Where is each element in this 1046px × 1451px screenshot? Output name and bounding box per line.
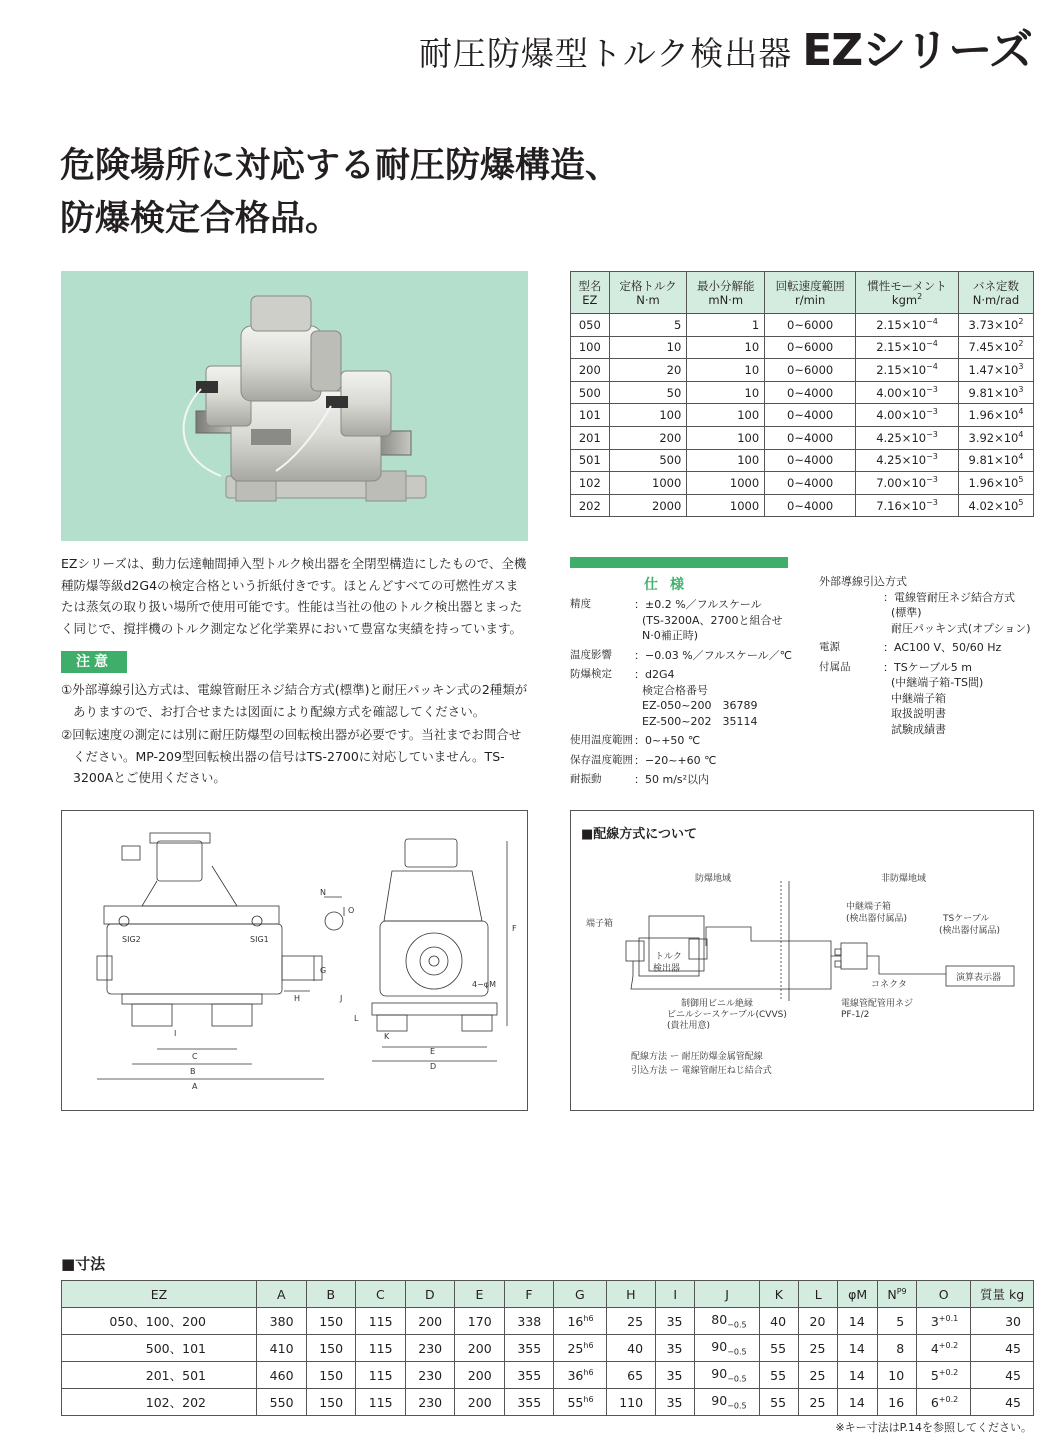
notice-item: ①外部導線引込方式は、電線管耐圧ネジ結合方式(標準)と耐圧パッキン式の2種類がありますので、お打合せまたは図面により配線方式を確認してください。	[61, 682, 528, 719]
wiring-method2: 引込方法 ー 電線管耐圧ねじ結合式	[631, 1066, 772, 1076]
spec-table-row: 201 200 100 0~4000 $4.25\times 10^{-3}$ $3.92\times 10^4$	[571, 426, 1034, 449]
wiring-terminal-box: 端子箱	[586, 919, 614, 929]
header-series: EZシリーズ	[802, 25, 1032, 76]
svg-text:O: O	[348, 906, 355, 915]
spec-table-row: 500 50 10 0~4000 $4.00\times 10^{-3}$ $9.81\times 10^3$	[571, 381, 1034, 404]
dim-table-row: 201、501 460 150 115 230 200 355 $36^{h6}$ 65 35 $90_{-0.5}$ 55 25 14 10 $5^{+0.2}$ 45	[62, 1362, 1034, 1389]
svg-text:PF-1/2: PF-1/2	[841, 1010, 870, 1020]
dim-header: C	[356, 1281, 406, 1308]
spec-table-row: 501 500 100 0~4000 $4.25\times 10^{-3}$ $9.81\times 10^4$	[571, 449, 1034, 472]
dim-header: J	[695, 1281, 759, 1308]
svg-text:(検出器付属品): (検出器付属品)	[846, 914, 908, 924]
svg-text:J: J	[340, 994, 343, 1003]
wiring-method1: 配線方法 ー 耐圧防爆金属管配線	[631, 1052, 763, 1062]
dim-header: L	[799, 1281, 838, 1308]
dim-header: B	[306, 1281, 356, 1308]
svg-text:C: C	[192, 1052, 198, 1061]
svg-text:F: F	[512, 924, 517, 933]
product-description: EZシリーズは、動力伝達軸間挿入型トルク検出器を全閉型構造にしたもので、全機種防爆等級d2G4の検定合格という折紙付きです。ほとんどすべての可燃性ガスまたは蒸気の取り扱い場所で使用可能です。性能は当社の他のトルク検出器とまったく同じで、撹拌機のトルク測定など化学業界において豊富な実績を持っています。	[61, 556, 527, 636]
wiring-connector: コネクタ	[871, 980, 907, 990]
dim-header: F	[504, 1281, 554, 1308]
page-header	[419, 14, 1032, 78]
svg-text:I: I	[174, 1029, 177, 1038]
headline-line2: 防爆検定合格品。	[60, 199, 341, 239]
headline	[60, 140, 620, 246]
dim-header: D	[405, 1281, 455, 1308]
spec-temp-effect: 温度影響 ：−0.03 %／フルスケール／℃	[570, 648, 793, 662]
spec-op-temp: 使用温度範囲 ：0~+50 ℃	[570, 734, 701, 747]
model-spec-table	[570, 271, 1034, 517]
dim-header: K	[759, 1281, 798, 1308]
spec-wiring-value: ：電線管耐圧ネジ結合方式 (標準) 耐圧パッキン式(オプション)	[883, 590, 1031, 635]
spec-ex-cert: 防爆検定 ：d2G4 検定合格番号 EZ-050~200 36789 EZ-500~202 35114	[570, 668, 758, 728]
svg-text:H: H	[294, 994, 301, 1003]
spec-list-right	[819, 574, 1039, 741]
spec-power: 電源 ：AC100 V、50/60 Hz	[819, 641, 1002, 654]
spec-accuracy: 精度 ：±0.2 %／フルスケール (TS-3200A、2700と組合せ N·0補正時)	[570, 598, 783, 642]
svg-text:中継端子箱: 中継端子箱	[846, 902, 892, 912]
wiring-zone-ex: 防爆地域	[695, 874, 732, 884]
svg-text:G: G	[320, 966, 327, 975]
spec-list-left	[570, 597, 805, 792]
svg-text:(検出器付属品): (検出器付属品)	[939, 926, 1001, 936]
svg-text:B: B	[190, 1067, 196, 1076]
svg-text:TSケーブル: TSケーブル	[943, 914, 990, 924]
spec-wiring-label: 外部導線引込方式	[819, 575, 907, 588]
wiring-zone-safe: 非防爆地域	[881, 874, 927, 884]
svg-text:N: N	[320, 888, 326, 897]
spec-table-row: 200 20 10 0~6000 $2.15\times 10^{-4}$ $1.47\times 10^3$	[571, 359, 1034, 382]
notice-item: ②回転速度の測定には別に耐圧防爆型の回転検出器が必要です。当社までお問合せください。MP-209型回転検出器の信号はTS-2700に対応していません。TS-3200Aとご使用ください。	[61, 727, 522, 785]
dim-header: EZ	[62, 1281, 257, 1308]
header-title: 耐圧防爆型トルク検出器	[418, 34, 793, 73]
dim-table-row: 102、202 550 150 115 230 200 355 $55^{h6}$ 110 35 $90_{-0.5}$ 55 25 14 16 $6^{+0.2}$ 45	[62, 1389, 1034, 1416]
spec-accessories: 付属品 ：TSケーブル5 m (中継端子箱-TS間) 中継端子箱 取扱説明書 試験成績書	[819, 660, 984, 736]
svg-text:A: A	[192, 1082, 198, 1091]
product-photo	[61, 271, 528, 541]
svg-text:検出器: 検出器	[653, 964, 681, 974]
dimensions-footnote: ※キー寸法はP.14を参照してください。	[835, 1421, 1032, 1434]
dim-header: 質量 kg	[971, 1281, 1034, 1308]
svg-text:K: K	[384, 1032, 390, 1041]
dim-header: $N^{P9}$	[877, 1281, 916, 1308]
svg-text:トルク: トルク	[655, 952, 682, 962]
dim-header: I	[656, 1281, 695, 1308]
svg-text:L: L	[354, 1014, 359, 1023]
svg-text:D: D	[430, 1062, 437, 1071]
wiring-display: 演算表示器	[956, 973, 1002, 983]
svg-text:ビニルシースケーブル(CVVS): ビニルシースケーブル(CVVS)	[667, 1010, 787, 1020]
dim-header: H	[606, 1281, 656, 1308]
dimension-drawing	[61, 810, 528, 1111]
wiring-title: ■配線方式について	[581, 827, 698, 842]
dim-header: A	[257, 1281, 307, 1308]
svg-text:電線管配管用ネジ: 電線管配管用ネジ	[841, 999, 914, 1009]
spec-table-row: 202 2000 1000 0~4000 $7.16\times 10^{-3}$ $4.02\times 10^5$	[571, 494, 1034, 517]
spec-table-row: 102 1000 1000 0~4000 $7.00\times 10^{-3}$ $1.96\times 10^5$	[571, 472, 1034, 495]
col-spring: バネ定数 N·m/rad	[958, 272, 1033, 314]
spec-table-row: 050 5 1 0~6000 $2.15\times 10^{-4}$ $3.73\times 10^2$	[571, 314, 1034, 337]
wiring-diagram	[570, 810, 1034, 1111]
spec-storage-temp: 保存温度範囲 ：−20~+60 ℃	[570, 753, 717, 767]
col-model: 型名 EZ	[571, 272, 610, 314]
svg-text:(貴社用意): (貴社用意)	[667, 1021, 711, 1031]
dimensions-title: ■寸法	[61, 1255, 106, 1273]
spec-accent-bar	[570, 557, 788, 568]
drawing-label-sig1: SIG1	[250, 935, 269, 944]
spec-table-row: 101 100 100 0~4000 $4.00\times 10^{-3}$ $1.96\times 10^4$	[571, 404, 1034, 427]
notice-title: 注意	[61, 651, 127, 673]
dim-header: G	[554, 1281, 606, 1308]
drawing-label-sig2: SIG2	[122, 935, 141, 944]
dim-header: E	[455, 1281, 505, 1308]
spec-title: 仕様	[644, 577, 696, 593]
headline-line1: 危険場所に対応する耐圧防爆構造、	[60, 146, 621, 186]
col-speed: 回転速度範囲 r/min	[765, 272, 856, 314]
dim-header: φM	[838, 1281, 877, 1308]
col-inertia: 慣性モーメント kgm$^2$	[856, 272, 959, 314]
svg-text:制御用ビニル絶縁: 制御用ビニル絶縁	[681, 999, 754, 1009]
dim-table-row: 500、101 410 150 115 230 200 355 $25^{h6}$ 40 35 $90_{-0.5}$ 55 25 14 8 $4^{+0.2}$ 45	[62, 1335, 1034, 1362]
col-resolution: 最小分解能 mN·m	[687, 272, 765, 314]
spec-vibration: 耐振動 ：50 m/s²以内	[570, 773, 710, 786]
spec-table-row: 100 10 10 0~6000 $2.15\times 10^{-4}$ $7.45\times 10^2$	[571, 336, 1034, 359]
col-torque: 定格トルク N·m	[609, 272, 687, 314]
svg-text:E: E	[430, 1047, 436, 1056]
notice-list	[61, 679, 529, 791]
dim-table-row: 050、100、200 380 150 115 200 170 338 $16^{h6}$ 25 35 $80_{-0.5}$ 40 20 14 5 $3^{+0.1}$ 30	[62, 1308, 1034, 1335]
drawing-label-hole: 4−φM	[472, 980, 496, 989]
torque-detector-illustration	[61, 271, 528, 541]
dim-header: O	[917, 1281, 971, 1308]
dimensions-table	[61, 1280, 1034, 1416]
